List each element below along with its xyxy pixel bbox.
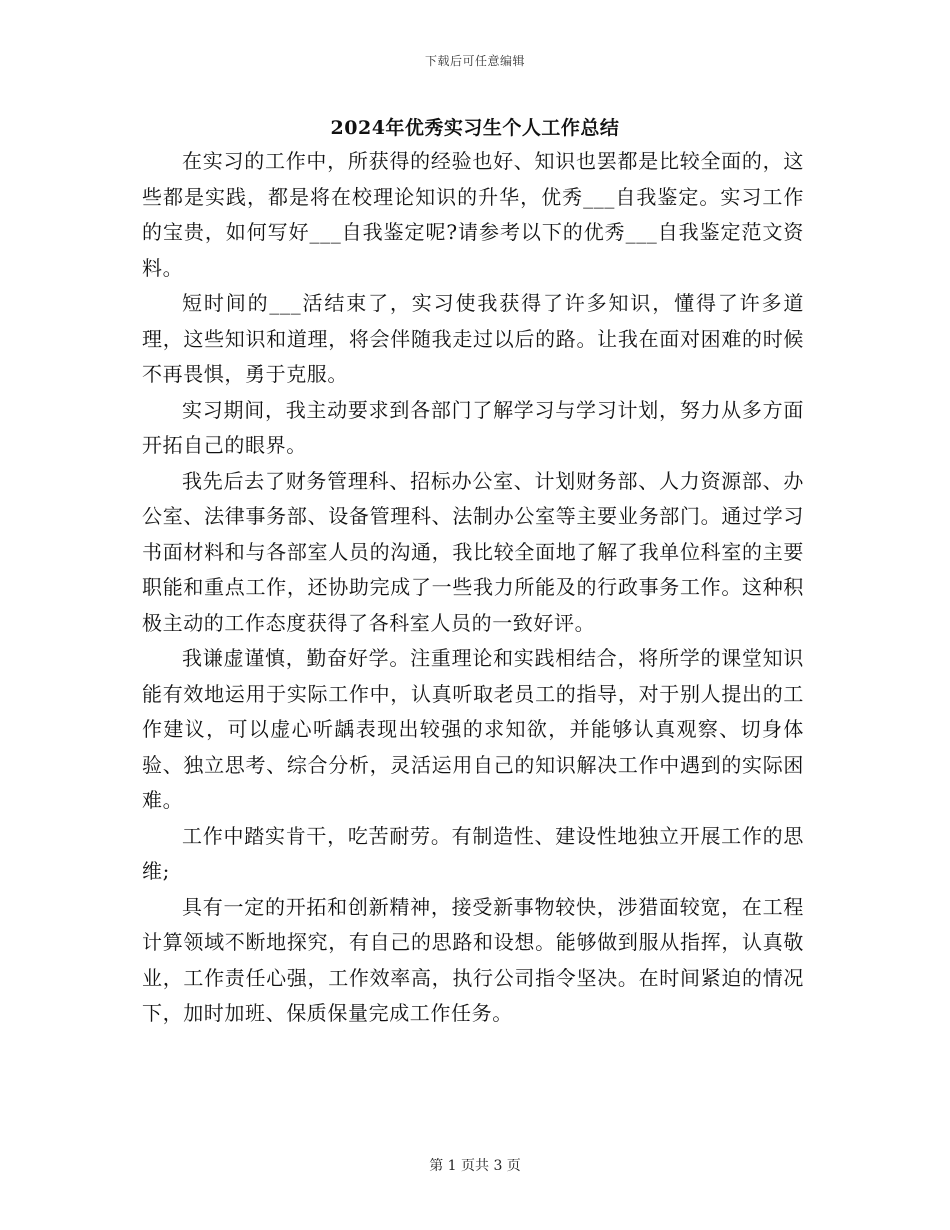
paragraph-departments: 我先后去了财务管理科、招标办公室、计划财务部、人力资源部、办公室、法律事务部、设备管理科、法制办公室等主要业务部门。通过学习书面材料和与各部室人员的沟通，我比较全面地了解了我单位科室的主要职能和重点工作，还协助完成了一些我力所能及的行政事务工作。这种积极主动的工作态度获得了各科室人员的一致好评。	[142, 468, 804, 635]
header-note: 下载后可任意编辑	[424, 54, 525, 68]
document-body	[142, 144, 804, 1032]
paragraph-diligence: 工作中踏实肯干，吃苦耐劳。有制造性、建设性地独立开展工作的思维;	[142, 823, 804, 883]
paragraph-innovation: 具有一定的开拓和创新精神，接受新事物较快，涉猎面较宽，在工程计算领域不断地探究，有自己的思路和设想。能够做到服从指挥，认真敬业，工作责任心强，工作效率高，执行公司指令坚决。在时间紧迫的情况下，加时加班、保质保量完成工作任务。	[142, 894, 804, 1025]
paragraph-attitude: 我谦虚谨慎，勤奋好学。注重理论和实践相结合，将所学的课堂知识能有效地运用于实际工作中，认真听取老员工的指导，对于别人提出的工作建议，可以虚心听龋表现出较强的求知欲，并能够认真观察、切身体验、独立思考、综合分析，灵活运用自己的知识解决工作中遇到的实际困难。	[142, 646, 804, 812]
paragraph-intro: 在实习的工作中，所获得的经验也好、知识也罢都是比较全面的，这些都是实践，都是将在校理论知识的升华，优秀___自我鉴定。实习工作的宝贵，如何写好___自我鉴定呢?请参考以下的优秀___自我鉴定范文资料。	[142, 149, 804, 280]
paragraph-internship-end: 短时间的___活结束了，实习使我获得了许多知识，懂得了许多道理，这些知识和道理，将会伴随我走过以后的路。让我在面对困难的时候不再畏惧，勇于克服。	[142, 291, 804, 386]
paragraph-internship-period: 实习期间，我主动要求到各部门了解学习与学习计划，努力从多方面开拓自己的眼界。	[142, 397, 804, 457]
page-number: 第 1 页共 3 页	[429, 1158, 521, 1174]
document-title: 2024年优秀实习生个人工作总结	[330, 117, 620, 139]
